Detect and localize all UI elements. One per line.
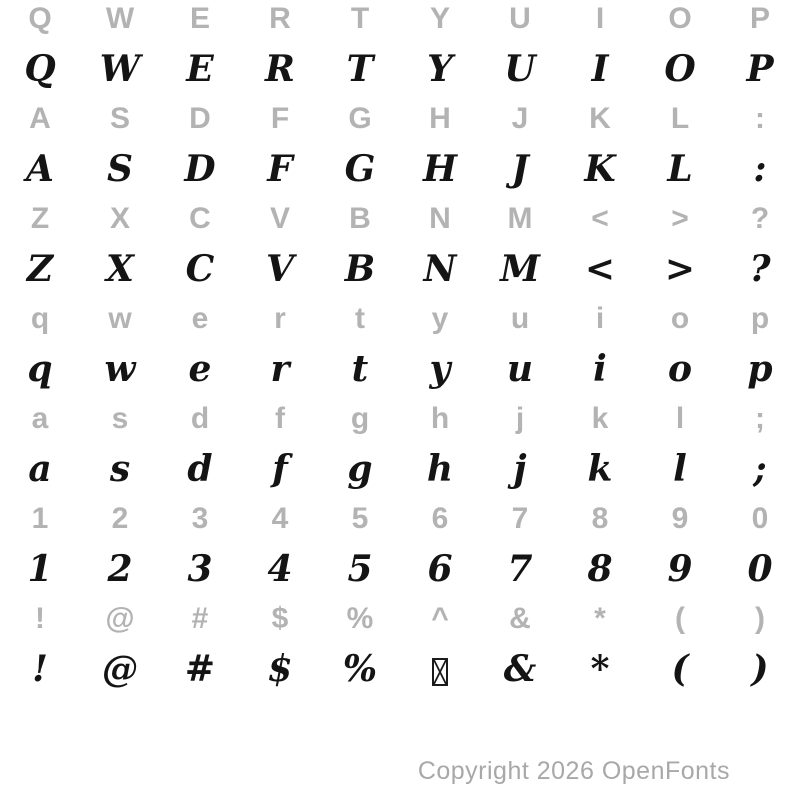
- notdef-icon: [432, 658, 448, 686]
- glyph-cell: 7: [511, 502, 529, 535]
- glyph-cell: O: [668, 2, 692, 35]
- glyph-cell: F: [270, 102, 290, 135]
- glyph-cell: G: [344, 148, 376, 190]
- glyph-cell: X: [106, 248, 134, 290]
- glyph-cell: 9: [667, 548, 693, 590]
- reference-row: [0, 200, 800, 238]
- glyph-cell: d: [190, 402, 210, 435]
- glyph-cell: #: [184, 648, 216, 690]
- glyph-cell: B: [344, 248, 376, 290]
- glyph-cell: k: [591, 402, 609, 435]
- glyph-cell: r: [274, 302, 286, 335]
- glyph-cell: $: [267, 648, 293, 690]
- glyph-cell: :: [755, 102, 765, 135]
- copyright-text: Copyright 2026 OpenFonts: [417, 757, 730, 785]
- glyph-cell: f: [275, 402, 285, 435]
- glyph-block: [0, 300, 800, 400]
- glyph-cell: h: [430, 402, 450, 435]
- glyph-cell: 0: [751, 502, 769, 535]
- glyph-cell: w: [108, 302, 132, 335]
- glyph-cell: j: [515, 402, 525, 435]
- glyph-cell: 4: [267, 548, 293, 590]
- glyph-cell: 2: [107, 548, 133, 590]
- glyph-cell: ?: [750, 202, 770, 235]
- glyph-cell: X: [109, 202, 130, 235]
- glyph-cell: Z: [30, 202, 50, 235]
- glyph-cell: >: [671, 202, 689, 235]
- glyph-block: [0, 200, 800, 300]
- glyph-cell: l: [673, 448, 687, 490]
- glyph-block: [0, 0, 800, 100]
- glyph-cell: S: [109, 102, 130, 135]
- missing-glyph-box: [400, 651, 480, 687]
- glyph-cell: $: [271, 602, 289, 635]
- glyph-cell: 5: [351, 502, 369, 535]
- glyph-cell: I: [591, 48, 609, 90]
- reference-row: [0, 500, 800, 538]
- preview-row: [0, 638, 800, 700]
- glyph-cell: y: [431, 302, 449, 335]
- glyph-cell: D: [184, 148, 216, 190]
- glyph-cell: H: [422, 148, 457, 190]
- glyph-cell: R: [269, 2, 291, 35]
- glyph-cell: F: [267, 148, 293, 190]
- glyph-cell: J: [511, 102, 529, 135]
- glyph-cell: 9: [671, 502, 689, 535]
- glyph-cell: J: [511, 148, 529, 190]
- glyph-cell: W: [105, 2, 135, 35]
- glyph-cell: r: [270, 348, 290, 390]
- glyph-cell: 8: [591, 502, 609, 535]
- glyph-cell: 7: [507, 548, 533, 590]
- glyph-cell: t: [351, 348, 369, 390]
- glyph-cell: u: [510, 302, 530, 335]
- glyph-cell: <: [584, 248, 616, 290]
- glyph-cell: ;: [755, 402, 765, 435]
- glyph-cell: G: [348, 102, 372, 135]
- glyph-cell: D: [189, 102, 211, 135]
- glyph-cell: >: [664, 248, 696, 290]
- reference-row: [0, 600, 800, 638]
- glyph-cell: k: [587, 448, 613, 490]
- glyph-cell: l: [675, 402, 685, 435]
- glyph-cell: <: [591, 202, 609, 235]
- glyph-cell: O: [664, 48, 696, 90]
- glyph-cell: d: [187, 448, 213, 490]
- glyph-cell: 1: [31, 502, 49, 535]
- glyph-cell: *: [590, 648, 610, 690]
- glyph-cell: &: [503, 648, 537, 690]
- glyph-cell: C: [185, 248, 215, 290]
- glyph-cell: ): [751, 648, 769, 690]
- preview-row: [0, 138, 800, 200]
- glyph-cell: Y: [429, 2, 450, 35]
- glyph-cell: E: [186, 48, 214, 90]
- reference-row: [0, 100, 800, 138]
- glyph-cell: 8: [587, 548, 613, 590]
- glyph-cell: w: [104, 348, 136, 390]
- preview-row: [0, 438, 800, 500]
- glyph-cell: p: [747, 348, 773, 390]
- glyph-cell: @: [105, 602, 135, 635]
- glyph-cell: T: [350, 2, 370, 35]
- glyph-cell: B: [349, 202, 371, 235]
- glyph-cell: 4: [271, 502, 289, 535]
- glyph-cell: o: [670, 302, 690, 335]
- glyph-cell: W: [99, 48, 141, 90]
- glyph-cell: #: [191, 602, 209, 635]
- glyph-cell: g: [347, 448, 373, 490]
- glyph-cell: Z: [26, 248, 54, 290]
- glyph-cell: R: [265, 48, 295, 90]
- glyph-cell: I: [595, 2, 605, 35]
- preview-row: [0, 38, 800, 100]
- glyph-cell: %: [346, 602, 374, 635]
- glyph-cell: 1: [27, 548, 53, 590]
- glyph-cell: H: [429, 102, 451, 135]
- glyph-cell: ^: [431, 602, 449, 635]
- glyph-cell: s: [111, 402, 129, 435]
- glyph-cell: 2: [111, 502, 129, 535]
- reference-row: [0, 0, 800, 38]
- glyph-cell: e: [188, 348, 212, 390]
- glyph-block: [0, 500, 800, 600]
- glyph-cell: K: [584, 148, 616, 190]
- glyph-cell: N: [423, 248, 457, 290]
- glyph-cell: 5: [347, 548, 373, 590]
- glyph-cell: %: [342, 648, 378, 690]
- glyph-cell: N: [429, 202, 451, 235]
- glyph-cell: t: [355, 302, 365, 335]
- glyph-cell: P: [749, 2, 770, 35]
- glyph-block: [0, 400, 800, 500]
- glyph-cell: 3: [187, 548, 213, 590]
- reference-row: [0, 400, 800, 438]
- glyph-cell: A: [26, 148, 54, 190]
- reference-row: [0, 300, 800, 338]
- glyph-block: [0, 100, 800, 200]
- glyph-cell: o: [667, 348, 692, 390]
- glyph-cell: V: [269, 202, 290, 235]
- glyph-cell: h: [426, 448, 454, 490]
- glyph-cell: K: [589, 102, 611, 135]
- glyph-cell: a: [28, 448, 52, 490]
- glyph-cell: Y: [427, 48, 453, 90]
- glyph-cell: Q: [24, 48, 56, 90]
- glyph-cell: :: [753, 148, 767, 190]
- glyph-cell: 6: [431, 502, 449, 535]
- glyph-cell: 6: [427, 548, 453, 590]
- glyph-cell: j: [513, 448, 527, 490]
- glyph-cell: q: [30, 302, 50, 335]
- glyph-cell: !: [35, 602, 45, 635]
- glyph-cell: V: [266, 248, 294, 290]
- glyph-cell: f: [272, 448, 288, 490]
- glyph-cell: U: [504, 48, 536, 90]
- glyph-cell: Q: [28, 2, 52, 35]
- glyph-cell: ?: [749, 248, 771, 290]
- glyph-cell: p: [750, 302, 770, 335]
- glyph-cell: ): [755, 602, 765, 635]
- glyph-cell: 3: [191, 502, 209, 535]
- glyph-cell: u: [506, 348, 534, 390]
- glyph-cell: P: [746, 48, 774, 90]
- glyph-cell: C: [189, 202, 211, 235]
- preview-row: [0, 538, 800, 600]
- glyph-cell: S: [107, 148, 133, 190]
- glyph-cell: @: [102, 648, 138, 690]
- glyph-cell: !: [32, 648, 48, 690]
- glyph-cell: i: [595, 302, 605, 335]
- glyph-cell: y: [429, 348, 451, 390]
- glyph-cell: e: [191, 302, 209, 335]
- glyph-cell: (: [671, 648, 689, 690]
- glyph-cell: L: [670, 102, 690, 135]
- preview-row: [0, 338, 800, 400]
- glyph-cell: ;: [753, 448, 767, 490]
- glyph-cell: q: [27, 348, 53, 390]
- glyph-cell: E: [189, 2, 210, 35]
- glyph-cell: *: [594, 602, 606, 635]
- glyph-cell: T: [346, 48, 374, 90]
- glyph-cell: s: [109, 448, 131, 490]
- preview-row: [0, 238, 800, 300]
- glyph-cell: &: [509, 602, 531, 635]
- glyph-cell: i: [593, 348, 607, 390]
- glyph-cell: (: [675, 602, 685, 635]
- glyph-cell: M: [500, 248, 540, 290]
- glyph-cell: 0: [747, 548, 773, 590]
- glyph-cell: L: [667, 148, 693, 190]
- glyph-cell: U: [509, 2, 531, 35]
- glyph-block: [0, 600, 800, 700]
- glyph-cell: a: [31, 402, 49, 435]
- glyph-cell: A: [29, 102, 51, 135]
- glyph-cell: g: [350, 402, 370, 435]
- glyph-cell: M: [507, 202, 533, 235]
